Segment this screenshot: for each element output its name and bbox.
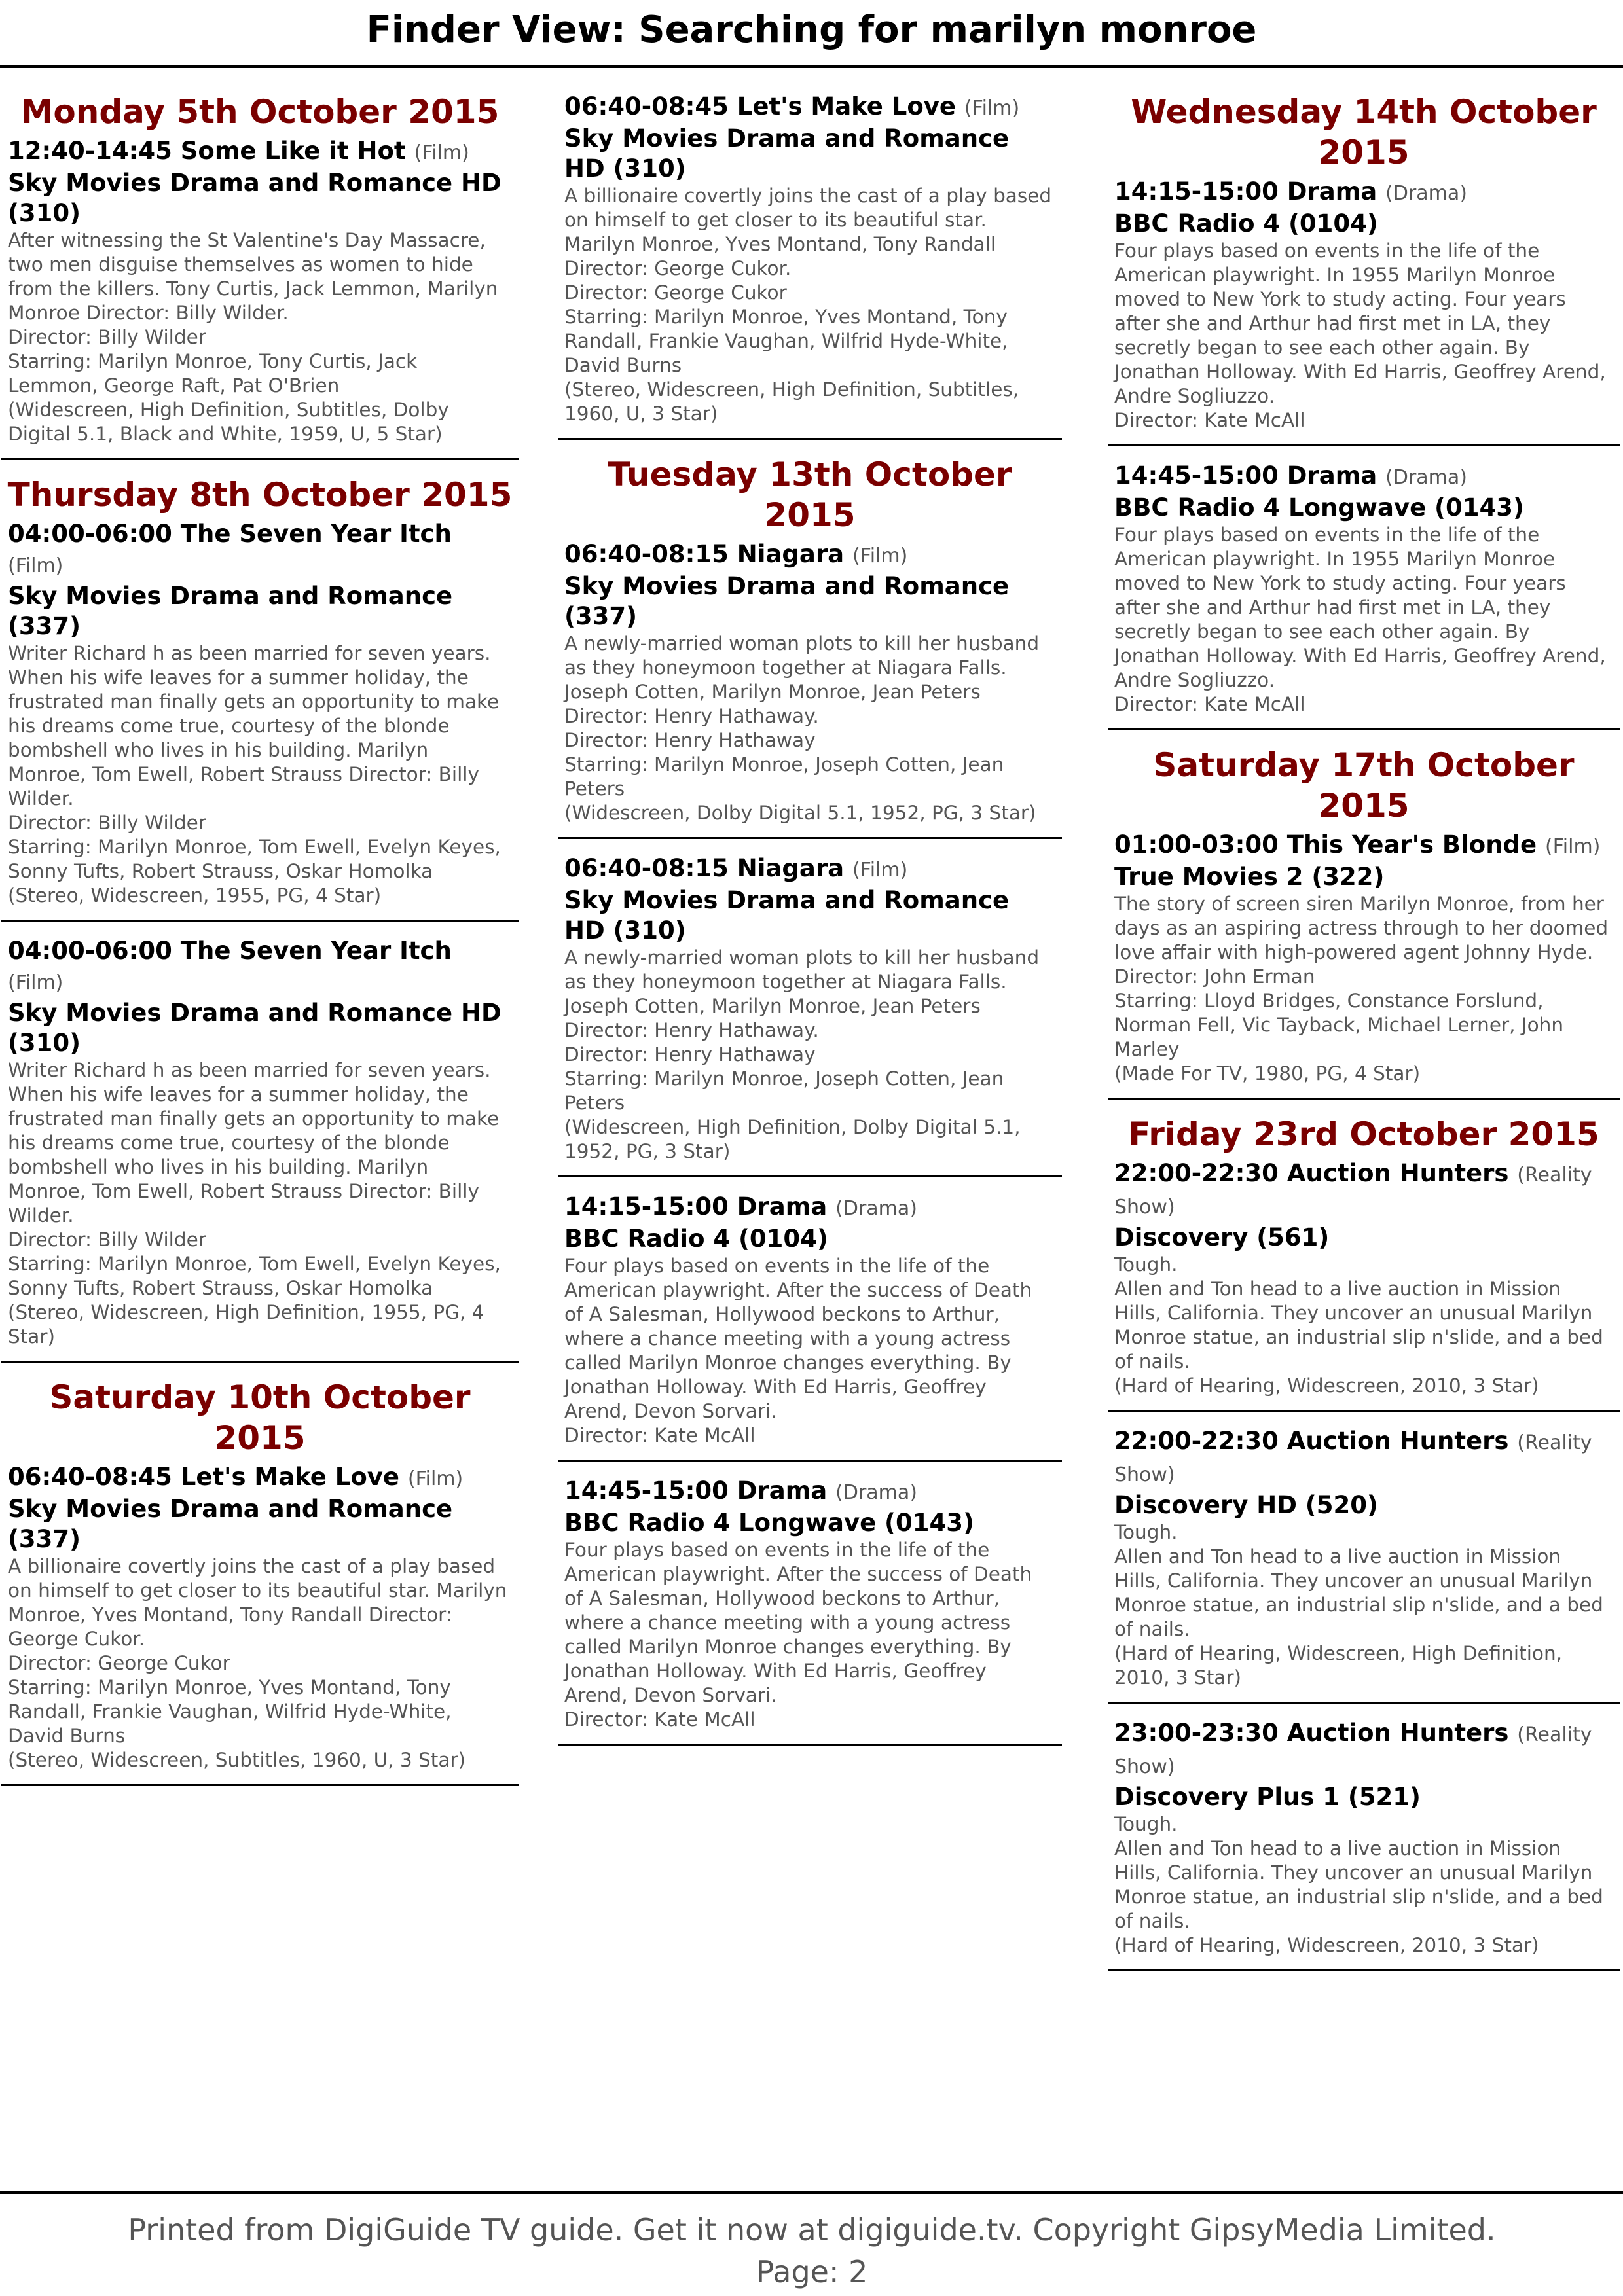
programme-starring: Starring: Marilyn Monroe, Joseph Cotten, Jean Peters [564, 1067, 1004, 1114]
channel-name: BBC Radio 4 Longwave (0143) [564, 1509, 974, 1537]
day-heading: Saturday 10th October 2015 [49, 1378, 471, 1457]
programme-description: Tough. [1114, 1521, 1178, 1543]
programme-title-line [1114, 830, 1613, 862]
programme-title: 06:40-08:15 Niagara [564, 854, 845, 882]
programme-title-line [1114, 1426, 1613, 1490]
programme-title-line [8, 1462, 512, 1494]
programme-starring: Starring: Marilyn Monroe, Yves Montand, Tony Randall, Frankie Vaughan, Wilfrid Hyde-White, David Burns [8, 1676, 452, 1747]
programme-description: Tough. [1114, 1253, 1178, 1276]
programme-title: 14:15-15:00 Drama [1114, 177, 1377, 206]
listing-entry [558, 1476, 1062, 1746]
programme-director: Allen and Ton head to a live auction in Mission Hills, California. They uncover an unusual Marilyn Monroe statue, an industrial slip n'slide, and a bed of nails. [1114, 1837, 1603, 1932]
programme-director: Director: George Cukor [564, 281, 787, 304]
programme-info: (Hard of Hearing, Widescreen, 2010, 3 Star) [1114, 1374, 1539, 1397]
listing-entry [1108, 461, 1620, 730]
programme-info: (Widescreen, Dolby Digital 5.1, 1952, PG, 3 Star) [564, 802, 1036, 824]
programme-title: 12:40-14:45 Some Like it Hot [8, 137, 406, 165]
listing-entry [1, 136, 519, 460]
programme-info: (Made For TV, 1980, PG, 4 Star) [1114, 1062, 1421, 1085]
programme-info: (Widescreen, High Definition, Subtitles, Dolby Digital 5.1, Black and White, 1959, U, 5 Star) [8, 399, 449, 445]
listing-entry [1108, 1426, 1620, 1704]
listing-entry [558, 1192, 1062, 1462]
programme-info: (Stereo, Widescreen, 1955, PG, 4 Star) [8, 884, 382, 906]
programme-genre: (Film) [8, 971, 64, 994]
channel-name: Sky Movies Drama and Romance HD (310) [8, 169, 501, 227]
programme-title-line [8, 519, 512, 581]
listing-entry [1, 519, 519, 922]
listing-entry [558, 539, 1062, 839]
programme-genre: (Film) [964, 97, 1020, 120]
channel-name: True Movies 2 (322) [1114, 863, 1385, 891]
channel-name: BBC Radio 4 (0104) [1114, 209, 1378, 238]
programme-director: Director: Henry Hathaway [564, 1043, 816, 1066]
programme-genre: (Drama) [835, 1481, 917, 1504]
day-heading: Friday 23rd October 2015 [1128, 1115, 1599, 1153]
channel-name: Sky Movies Drama and Romance (337) [8, 1495, 453, 1553]
programme-starring: Starring: Marilyn Monroe, Tom Ewell, Evelyn Keyes, Sonny Tufts, Robert Strauss, Oskar Homolka [8, 836, 501, 882]
programme-title: 22:00-22:30 Auction Hunters [1114, 1159, 1509, 1187]
programme-title-line [564, 92, 1055, 124]
programme-title-line [1114, 1158, 1613, 1223]
channel-name: Discovery HD (520) [1114, 1491, 1378, 1519]
programme-director: Allen and Ton head to a live auction in Mission Hills, California. They uncover an unusual Marilyn Monroe statue, an industrial slip n'slide, and a bed of nails. [1114, 1545, 1603, 1640]
day-heading: Monday 5th October 2015 [20, 93, 500, 131]
programme-director: Director: Henry Hathaway [564, 729, 816, 751]
programme-genre: (Drama) [1385, 466, 1467, 489]
programme-title-line [8, 136, 512, 168]
programme-director: Director: Billy Wilder [8, 812, 206, 834]
programme-director: Director: John Erman [1114, 965, 1315, 988]
programme-genre: (Film) [852, 859, 908, 882]
programme-description: Four plays based on events in the life of the American playwright. In 1955 Marilyn Monroe moved to New York to study acting. Four years after she and Arthur had first met in LA, they secretly began to see each other again. By Jonathan Holloway. With Ed Harris, Geoffrey Arend, Andre Sogliuzzo. [1114, 524, 1606, 691]
listing-column-1 [1, 92, 519, 1786]
programme-starring: Starring: Marilyn Monroe, Tony Curtis, Jack Lemmon, George Raft, Pat O'Brien [8, 350, 418, 397]
programme-starring: Starring: Lloyd Bridges, Constance Forslund, Norman Fell, Vic Tayback, Michael Lerner, John Marley [1114, 990, 1564, 1060]
programme-title: 14:45-15:00 Drama [1114, 461, 1377, 490]
day-heading: Tuesday 13th October 2015 [608, 456, 1012, 534]
programme-director: Director: Billy Wilder [8, 326, 206, 348]
channel-name: Sky Movies Drama and Romance (337) [8, 582, 453, 640]
programme-title-line [1114, 1718, 1613, 1782]
programme-director: Director: Kate McAll [564, 1708, 756, 1731]
channel-name: Sky Movies Drama and Romance HD (310) [564, 124, 1010, 183]
programme-title: 04:00-06:00 The Seven Year Itch [8, 520, 452, 548]
day-heading: Wednesday 14th October 2015 [1131, 93, 1597, 171]
programme-director: Director: Kate McAll [1114, 693, 1305, 715]
channel-name: Discovery (561) [1114, 1223, 1330, 1251]
programme-info: (Hard of Hearing, Widescreen, High Definition, 2010, 3 Star) [1114, 1642, 1563, 1689]
programme-title: 14:15-15:00 Drama [564, 1193, 828, 1221]
programme-title: 14:45-15:00 Drama [564, 1477, 828, 1505]
listing-entry [1, 936, 519, 1363]
listing-column-2 [558, 92, 1062, 1746]
listing-entry [1108, 177, 1620, 446]
programme-info: (Stereo, Widescreen, Subtitles, 1960, U, 3 Star) [8, 1749, 466, 1771]
channel-name: Discovery Plus 1 (521) [1114, 1783, 1421, 1811]
page-title: Finder View: Searching for marilyn monroe [366, 9, 1257, 51]
programme-title-line [564, 1192, 1055, 1224]
channel-name: BBC Radio 4 Longwave (0143) [1114, 493, 1524, 522]
listing-entry [558, 92, 1062, 440]
listing-entry [1108, 830, 1620, 1100]
day-heading: Thursday 8th October 2015 [7, 476, 513, 514]
day-heading: Saturday 17th October 2015 [1153, 746, 1575, 825]
footer-divider [0, 2191, 1623, 2194]
programme-description: Four plays based on events in the life of the American playwright. After the success of Death of A Salesman, Hollywood beckons to Arthur, where a chance meeting with a young actress called Marilyn Monroe changes everything. By Jonathan Holloway. With Ed Harris, Geoffrey Arend, Devon Sorvari. [564, 1255, 1032, 1422]
listing-entry [1108, 1158, 1620, 1412]
programme-title-line [564, 1476, 1055, 1508]
programme-info: (Stereo, Widescreen, High Definition, Subtitles, 1960, U, 3 Star) [564, 378, 1019, 425]
programme-title: 06:40-08:45 Let's Make Love [8, 1463, 399, 1491]
programme-genre: (Film) [1545, 835, 1601, 858]
programme-genre: (Reality Show) [1114, 1164, 1592, 1219]
programme-title: 22:00-22:30 Auction Hunters [1114, 1427, 1509, 1455]
programme-genre: (Film) [852, 545, 908, 567]
programme-title: 23:00-23:30 Auction Hunters [1114, 1719, 1509, 1747]
programme-director: Allen and Ton head to a live auction in Mission Hills, California. They uncover an unusual Marilyn Monroe statue, an industrial slip n'slide, and a bed of nails. [1114, 1278, 1603, 1372]
programme-genre: (Drama) [835, 1197, 917, 1220]
programme-starring: Starring: Marilyn Monroe, Joseph Cotten, Jean Peters [564, 753, 1004, 800]
programme-genre: (Drama) [1385, 182, 1467, 205]
programme-genre: (Reality Show) [1114, 1723, 1592, 1778]
programme-director: Director: Kate McAll [1114, 409, 1305, 431]
programme-description: Writer Richard h as been married for seven years. When his wife leaves for a summer holiday, the frustrated man finally gets an opportunity to make his dreams come true, courtesy of the blonde bombshell who lives in his building. Marilyn Monroe, Tom Ewell, Robert Strauss Director: Billy Wilder. [8, 642, 500, 810]
listing-column-3 [1108, 92, 1620, 1971]
programme-title-line [564, 539, 1055, 571]
programme-starring: Starring: Marilyn Monroe, Tom Ewell, Evelyn Keyes, Sonny Tufts, Robert Strauss, Oskar Homolka [8, 1253, 501, 1299]
programme-title-line [8, 936, 512, 998]
channel-name: Sky Movies Drama and Romance (337) [564, 572, 1010, 630]
programme-title-line [1114, 177, 1613, 209]
channel-name: Sky Movies Drama and Romance HD (310) [8, 999, 501, 1057]
programme-genre: (Film) [407, 1467, 464, 1490]
programme-description: After witnessing the St Valentine's Day Massacre, two men disguise themselves as women to hide from the killers. Tony Curtis, Jack Lemmon, Marilyn Monroe Director: Billy Wilder. [8, 229, 498, 324]
programme-title-line [1114, 461, 1613, 493]
programme-description: A billionaire covertly joins the cast of a play based on himself to get closer to its beautiful star. Marilyn Monroe, Yves Montand, Tony Randall Director: George Cukor. [564, 185, 1052, 279]
header-divider [0, 65, 1623, 68]
listing-entry [558, 853, 1062, 1177]
programme-description: Tough. [1114, 1813, 1178, 1835]
programme-info: (Stereo, Widescreen, High Definition, 1955, PG, 4 Star) [8, 1301, 484, 1348]
channel-name: BBC Radio 4 (0104) [564, 1225, 828, 1253]
channel-name: Sky Movies Drama and Romance HD (310) [564, 886, 1010, 944]
programme-info: (Hard of Hearing, Widescreen, 2010, 3 Star) [1114, 1934, 1539, 1956]
footer-text: Printed from DigiGuide TV guide. Get it now at digiguide.tv. Copyright GipsyMedia Limited. Page: 2 [128, 2212, 1496, 2289]
programme-title: 06:40-08:15 Niagara [564, 540, 845, 568]
programme-director: Director: George Cukor [8, 1652, 230, 1674]
programme-director: Director: Billy Wilder [8, 1229, 206, 1251]
programme-genre: (Film) [8, 554, 64, 577]
programme-title-line [564, 853, 1055, 886]
programme-starring: Starring: Marilyn Monroe, Yves Montand, Tony Randall, Frankie Vaughan, Wilfrid Hyde-White, David Burns [564, 306, 1008, 376]
programme-description: A billionaire covertly joins the cast of a play based on himself to get closer to its beautiful star. Marilyn Monroe, Yves Montand, Tony Randall Director: George Cukor. [8, 1555, 507, 1650]
programme-description: A newly-married woman plots to kill her husband as they honeymoon together at Niagara Falls. Joseph Cotten, Marilyn Monroe, Jean Peters Director: Henry Hathaway. [564, 632, 1040, 727]
programme-title: 01:00-03:00 This Year's Blonde [1114, 831, 1537, 859]
programme-genre: (Film) [414, 141, 469, 164]
programme-info: (Widescreen, High Definition, Dolby Digital 5.1, 1952, PG, 3 Star) [564, 1116, 1021, 1162]
programme-description: The story of screen siren Marilyn Monroe, from her days as an aspiring actress through to her doomed love affair with high-powered agent Johnny Hyde. [1114, 893, 1609, 963]
programme-description: Four plays based on events in the life of the American playwright. After the success of Death of A Salesman, Hollywood beckons to Arthur, where a chance meeting with a young actress called Marilyn Monroe changes everything. By Jonathan Holloway. With Ed Harris, Geoffrey Arend, Devon Sorvari. [564, 1539, 1032, 1706]
listing-entry [1108, 1718, 1620, 1971]
programme-title: 06:40-08:45 Let's Make Love [564, 92, 956, 120]
programme-description: A newly-married woman plots to kill her husband as they honeymoon together at Niagara Falls. Joseph Cotten, Marilyn Monroe, Jean Peters Director: Henry Hathaway. [564, 946, 1040, 1041]
programme-genre: (Reality Show) [1114, 1431, 1592, 1486]
programme-description: Writer Richard h as been married for seven years. When his wife leaves for a summer holiday, the frustrated man finally gets an opportunity to make his dreams come true, courtesy of the blonde bombshell who lives in his building. Marilyn Monroe, Tom Ewell, Robert Strauss Director: Billy Wilder. [8, 1059, 500, 1227]
programme-title: 04:00-06:00 The Seven Year Itch [8, 937, 452, 965]
programme-description: Four plays based on events in the life of the American playwright. In 1955 Marilyn Monroe moved to New York to study acting. Four years after she and Arthur had first met in LA, they secretly began to see each other again. By Jonathan Holloway. With Ed Harris, Geoffrey Arend, Andre Sogliuzzo. [1114, 240, 1606, 407]
listing-entry [1, 1462, 519, 1786]
programme-director: Director: Kate McAll [564, 1424, 756, 1446]
